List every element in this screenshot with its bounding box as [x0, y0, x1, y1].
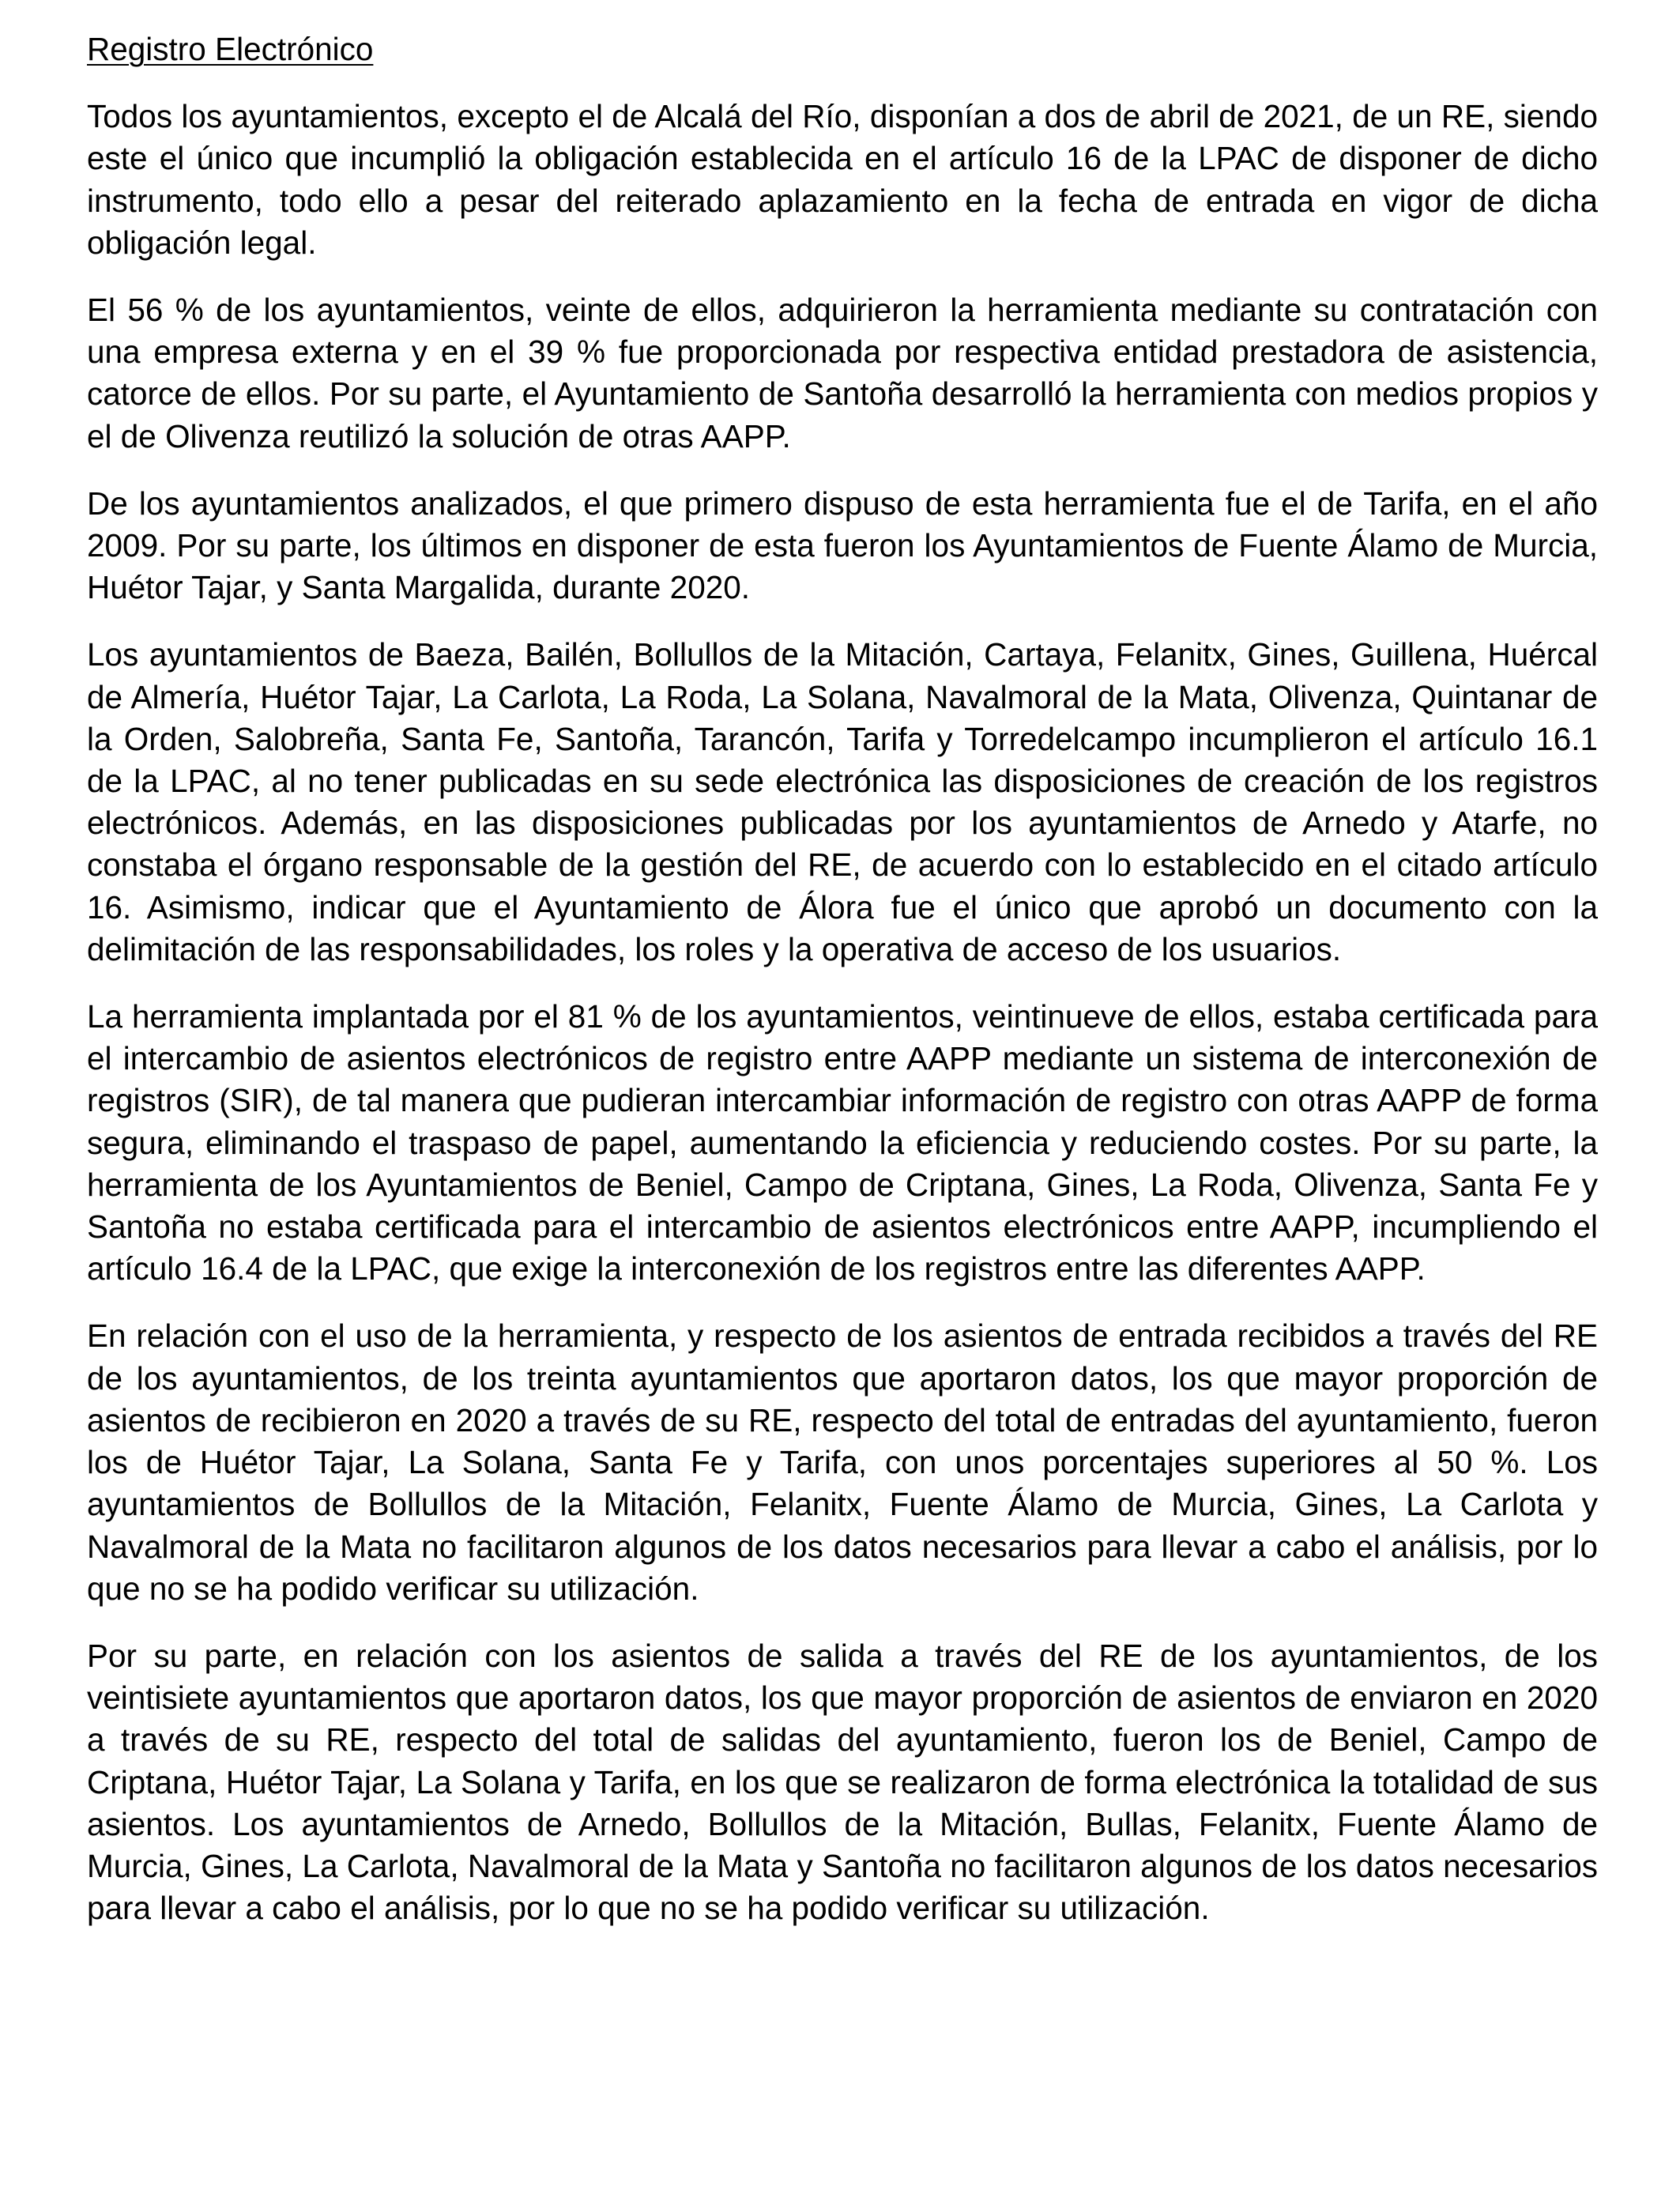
paragraph-7: Por su parte, en relación con los asientos de salida a través del RE de los ayuntamientos, de los veintisiete ayuntamientos que aportaron datos, los que mayor proporción de asientos de enviaron en 2020 a través de su RE, respecto del total de salidas del ayuntamiento, fueron los de Beniel, Campo de Criptana, Huétor Tajar, La Solana y Tarifa, en los que se realizaron de forma electrónica la totalidad de sus asientos. Los ayuntamientos de Arnedo, Bollullos de la Mitación, Bullas, Felanitx, Fuente Álamo de Murcia, Gines, La Carlota, Navalmoral de la Mata y Santoña no facilitaron algunos de los datos necesarios para llevar a cabo el análisis, por lo que no se ha podido verificar su utilización.	[87, 1637, 1598, 1927]
paragraph-2: El 56 % de los ayuntamientos, veinte de ellos, adquirieron la herramienta mediante su contratación con una empresa externa y en el 39 % fue proporcionada por respectiva entidad prestadora de asistencia, catorce de ellos. Por su parte, el Ayuntamiento de Santoña desarrolló la herramienta con medios propios y el de Olivenza reutilizó la solución de otras AAPP.	[87, 292, 1598, 454]
section-heading: Registro Electrónico	[87, 31, 374, 67]
paragraph-6: En relación con el uso de la herramienta, y respecto de los asientos de entrada recibidos a través del RE de los ayuntamientos, de los treinta ayuntamientos que aportaron datos, los que mayor proporción de asientos de recibieron en 2020 a través de su RE, respecto del total de entradas del ayuntamiento, fueron los de Huétor Tajar, La Solana, Santa Fe y Tarifa, con unos porcentajes superiores al 50 %. Los ayuntamientos de Bollullos de la Mitación, Felanitx, Fuente Álamo de Murcia, Gines, La Carlota y Navalmoral de la Mata no facilitaron algunos de los datos necesarios para llevar a cabo el análisis, por lo que no se ha podido verificar su utilización.	[87, 1318, 1598, 1607]
paragraph-1: Todos los ayuntamientos, excepto el de Alcalá del Río, disponían a dos de abril de 2021, de un RE, siendo este el único que incumplió la obligación establecida en el artículo 16 de la LPAC de disponer de dicho instrumento, todo ello a pesar del reiterado aplazamiento en la fecha de entrada en vigor de dicha obligación legal.	[87, 98, 1598, 261]
paragraph-5: La herramienta implantada por el 81 % de los ayuntamientos, veintinueve de ellos, estaba certificada para el intercambio de asientos electrónicos de registro entre AAPP mediante un sistema de interconexión de registros (SIR), de tal manera que pudieran intercambiar información de registro con otras AAPP de forma segura, eliminando el traspaso de papel, aumentando la eficiencia y reduciendo costes. Por su parte, la herramienta de los Ayuntamientos de Beniel, Campo de Criptana, Gines, La Roda, Olivenza, Santa Fe y Santoña no estaba certificada para el intercambio de asientos electrónicos entre AAPP, incumpliendo el artículo 16.4 de la LPAC, que exige la interconexión de los registros entre las diferentes AAPP.	[87, 998, 1598, 1287]
paragraph-4: Los ayuntamientos de Baeza, Bailén, Bollullos de la Mitación, Cartaya, Felanitx, Gines, Guillena, Huércal de Almería, Huétor Tajar, La Carlota, La Roda, La Solana, Navalmoral de la Mata, Olivenza, Quintanar de la Orden, Salobreña, Santa Fe, Santoña, Tarancón, Tarifa y Torredelcampo incumplieron el artículo 16.1 de la LPAC, al no tener publicadas en su sede electrónica las disposiciones de creación de los registros electrónicos. Además, en las disposiciones publicadas por los ayuntamientos de Arnedo y Atarfe, no constaba el órgano responsable de la gestión del RE, de acuerdo con lo establecido en el citado artículo 16. Asimismo, indicar que el Ayuntamiento de Álora fue el único que aprobó un documento con la delimitación de las responsabilidades, los roles y la operativa de acceso de los usuarios.	[87, 636, 1598, 967]
document-page	[87, 28, 1598, 1955]
paragraph-3: De los ayuntamientos analizados, el que primero dispuso de esta herramienta fue el de Tarifa, en el año 2009. Por su parte, los últimos en disponer de esta fueron los Ayuntamientos de Fuente Álamo de Murcia, Huétor Tajar, y Santa Margalida, durante 2020.	[87, 484, 1598, 606]
